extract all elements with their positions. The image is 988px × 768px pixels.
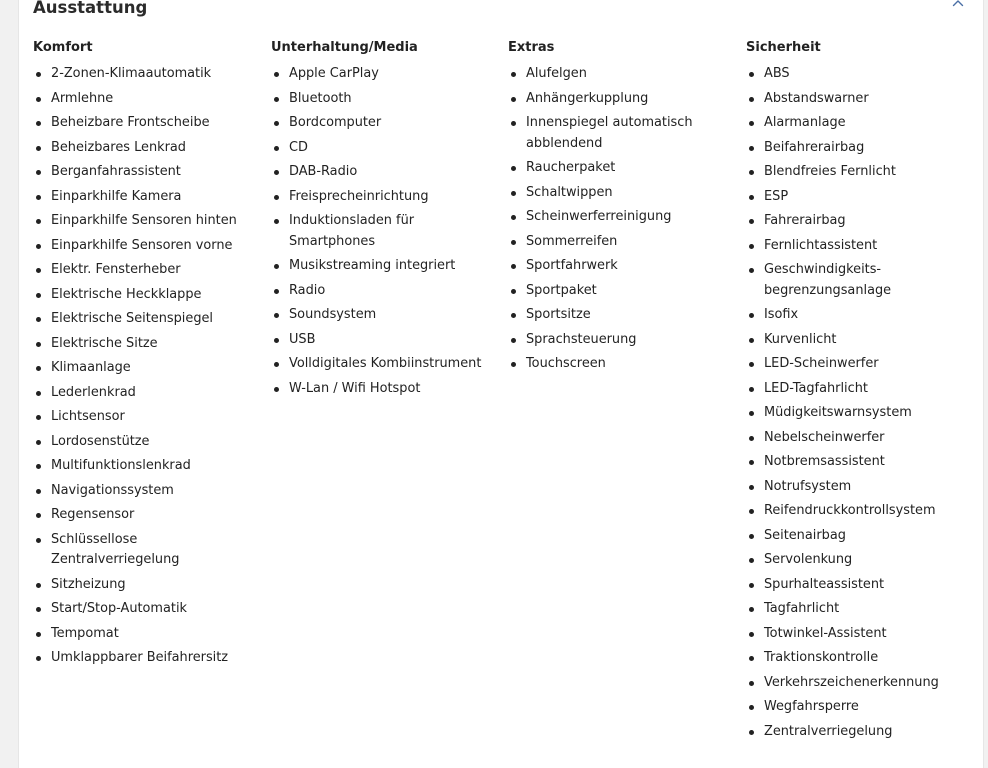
list-item: Alufelgen	[508, 64, 740, 85]
list-item: Bluetooth	[271, 89, 503, 110]
list-item: CD	[271, 138, 503, 159]
list-item: Seitenairbag	[746, 526, 978, 547]
list-item: Sommerreifen	[508, 232, 740, 253]
list-item: Sitzheizung	[33, 575, 265, 596]
list-item: Fahrerairbag	[746, 211, 978, 232]
list-item: Tempomat	[33, 624, 265, 645]
list-item: W-Lan / Wifi Hotspot	[271, 379, 503, 400]
list-item: Elektrische Sitze	[33, 334, 265, 355]
list-item: Elektr. Fensterheber	[33, 260, 265, 281]
list-item: Bordcomputer	[271, 113, 503, 134]
column-unterhaltung	[271, 40, 503, 396]
list-extras	[508, 64, 740, 379]
list-item: Elektrische Heckklappe	[33, 285, 265, 306]
list-item: Fernlichtassistent	[746, 236, 978, 257]
list-item: Umklappbarer Beifahrersitz	[33, 648, 265, 669]
list-item: Blendfreies Fernlicht	[746, 162, 978, 183]
list-item: Klimaanlage	[33, 358, 265, 379]
list-item: Sprachsteuerung	[508, 330, 740, 351]
list-item: Sportpaket	[508, 281, 740, 302]
list-item: Alarmanlage	[746, 113, 978, 134]
list-item: Spurhalteassistent	[746, 575, 978, 596]
list-item: Nebelscheinwerfer	[746, 428, 978, 449]
list-item: Lichtsensor	[33, 407, 265, 428]
list-item: Induktionsladen für Smartphones	[271, 211, 503, 252]
chevron-up-icon	[952, 0, 964, 7]
list-item: Berganfahrassistent	[33, 162, 265, 183]
list-item: Regensensor	[33, 505, 265, 526]
list-item: Soundsystem	[271, 305, 503, 326]
list-item: Isofix	[746, 305, 978, 326]
list-item: Einparkhilfe Sensoren vorne	[33, 236, 265, 257]
list-item: Volldigitales Kombiinstrument	[271, 354, 503, 375]
column-extras	[508, 40, 740, 372]
list-item: 2-Zonen-Klimaautomatik	[33, 64, 265, 85]
list-item: Verkehrszeichenerkennung	[746, 673, 978, 694]
list-item: ABS	[746, 64, 978, 85]
list-item: Scheinwerferreinigung	[508, 207, 740, 228]
list-item: Wegfahrsperre	[746, 697, 978, 718]
list-item: Start/Stop-Automatik	[33, 599, 265, 620]
column-title-komfort: Komfort	[33, 40, 93, 55]
list-item: Lordosenstütze	[33, 432, 265, 453]
equipment-card	[18, 0, 984, 768]
list-item: Beheizbare Frontscheibe	[33, 113, 265, 134]
collapse-button[interactable]	[947, 0, 969, 10]
list-item: Notbremsassistent	[746, 452, 978, 473]
list-unterhaltung	[271, 64, 503, 403]
list-item: Einparkhilfe Kamera	[33, 187, 265, 208]
list-item: Traktionskontrolle	[746, 648, 978, 669]
list-item: Apple CarPlay	[271, 64, 503, 85]
list-item: Servolenkung	[746, 550, 978, 571]
list-item: Totwinkel-Assistent	[746, 624, 978, 645]
list-item: Kurvenlicht	[746, 330, 978, 351]
list-item: Schlüssellose Zentralverriegelung	[33, 530, 265, 571]
list-item: Notrufsystem	[746, 477, 978, 498]
list-item: Müdigkeitswarnsystem	[746, 403, 978, 424]
column-title-unterhaltung: Unterhaltung/Media	[271, 40, 418, 55]
list-item: Lederlenkrad	[33, 383, 265, 404]
list-item: Multifunktionslenkrad	[33, 456, 265, 477]
list-item: DAB-Radio	[271, 162, 503, 183]
list-item: Innenspiegel automatisch abblendend	[508, 113, 740, 154]
list-sicherheit	[746, 64, 978, 746]
list-item: Touchscreen	[508, 354, 740, 375]
list-item: Musikstreaming integriert	[271, 256, 503, 277]
list-item: Anhängerkupplung	[508, 89, 740, 110]
column-title-sicherheit: Sicherheit	[746, 40, 821, 55]
list-komfort	[33, 64, 265, 673]
list-item: Elektrische Seitenspiegel	[33, 309, 265, 330]
list-item: Geschwindigkeits-begrenzungsanlage	[746, 260, 978, 301]
column-sicherheit	[746, 40, 978, 739]
list-item: ESP	[746, 187, 978, 208]
list-item: Beheizbares Lenkrad	[33, 138, 265, 159]
list-item: Reifendruckkontrollsystem	[746, 501, 978, 522]
section-header	[33, 0, 969, 24]
list-item: LED-Scheinwerfer	[746, 354, 978, 375]
list-item: Navigationssystem	[33, 481, 265, 502]
list-item: Zentralverriegelung	[746, 722, 978, 743]
list-item: USB	[271, 330, 503, 351]
list-item: Radio	[271, 281, 503, 302]
list-item: Raucherpaket	[508, 158, 740, 179]
column-komfort	[33, 40, 265, 666]
list-item: Beifahrerairbag	[746, 138, 978, 159]
section-title: Ausstattung	[33, 0, 148, 17]
list-item: Schaltwippen	[508, 183, 740, 204]
list-item: Einparkhilfe Sensoren hinten	[33, 211, 265, 232]
list-item: Freisprecheinrichtung	[271, 187, 503, 208]
list-item: Tagfahrlicht	[746, 599, 978, 620]
list-item: Sportsitze	[508, 305, 740, 326]
list-item: Abstandswarner	[746, 89, 978, 110]
column-title-extras: Extras	[508, 40, 555, 55]
list-item: Sportfahrwerk	[508, 256, 740, 277]
list-item: LED-Tagfahrlicht	[746, 379, 978, 400]
list-item: Armlehne	[33, 89, 265, 110]
